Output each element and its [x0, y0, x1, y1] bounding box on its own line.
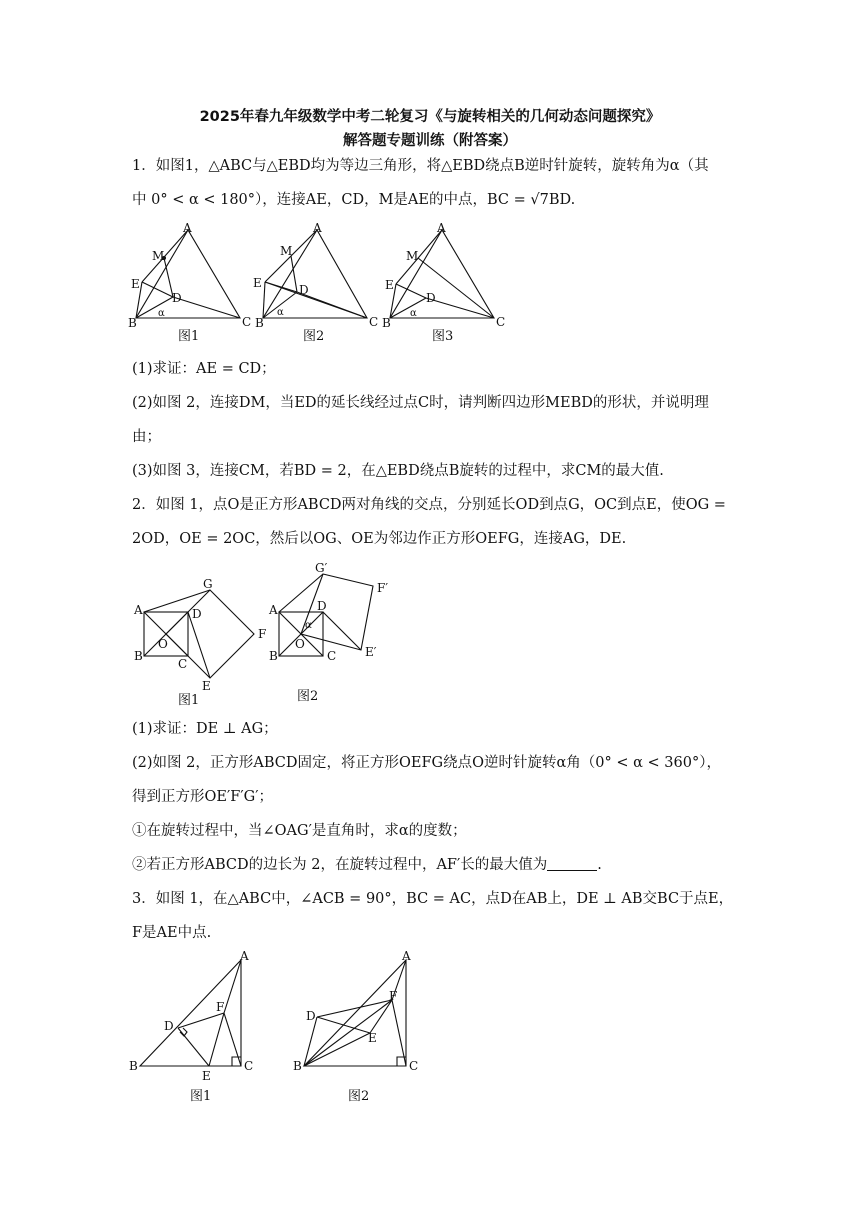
label-B: B — [134, 649, 143, 663]
q1-fig3-caption: 图3 — [432, 329, 454, 344]
label-F-prime: F′ — [377, 581, 389, 595]
label-A: A — [437, 221, 446, 235]
label-M: M — [280, 244, 293, 258]
q2-figure1 — [130, 576, 270, 711]
label-E: E — [202, 1069, 211, 1083]
q1-stem-line2: 中 0° < α < 180°），连接AE，CD，M是AE的中点，BC = √7BD. — [132, 192, 576, 208]
q3-fig2-caption: 图2 — [348, 1089, 370, 1104]
doc-title-line2: 解答题专题训练（附答案） — [343, 133, 517, 149]
label-C: C — [242, 315, 252, 329]
label-B: B — [128, 316, 137, 330]
label-D: D — [426, 291, 436, 305]
label-F: F — [216, 1000, 225, 1014]
q2-part2-line2: 得到正方形OE′F′G′； — [132, 789, 273, 805]
triangle-abc — [140, 960, 241, 1066]
q1-stem-line1: 1．如图1，△ABC与△EBD均为等边三角形，将△EBD绕点B逆时针旋转，旋转角为α（其 — [132, 158, 709, 174]
q1-part1: (1)求证：AE = CD； — [132, 361, 276, 377]
label-alpha: α — [158, 308, 165, 319]
label-C: C — [327, 649, 337, 663]
q1-figure3 — [382, 222, 507, 347]
triangle-abc — [263, 230, 367, 318]
label-G-prime: G′ — [315, 561, 328, 575]
label-B: B — [269, 649, 278, 663]
q2-stem-line2: 2OD，OE = 2OC，然后以OG、OE为邻边作正方形OEFG，连接AG，DE. — [132, 531, 627, 547]
label-C: C — [409, 1059, 419, 1073]
label-M: M — [406, 249, 419, 263]
answer-blank — [547, 856, 597, 871]
label-alpha: α — [277, 307, 284, 318]
label-B: B — [382, 316, 391, 330]
q3-stem-line2: F是AE中点. — [132, 925, 212, 941]
label-D: D — [172, 291, 182, 305]
q1-part3: (3)如图 3，连接CM，若BD = 2，在△EBD绕点B旋转的过程中，求CM的最大值. — [132, 463, 664, 479]
q1-fig2-caption: 图2 — [303, 329, 325, 344]
q2-sub2 — [132, 855, 730, 875]
label-C: C — [244, 1059, 254, 1073]
q1-part2-line1: (2)如图 2，连接DM，当ED的延长线经过点C时，请判断四边形MEBD的形状，并说明理 — [132, 395, 709, 411]
q3-figure1 — [128, 950, 268, 1108]
q3-fig1-caption: 图1 — [190, 1089, 212, 1104]
q1-part2-line2: 由； — [132, 429, 161, 445]
label-E: E — [368, 1031, 377, 1045]
label-C: C — [496, 315, 506, 329]
q2-part2-line1: (2)如图 2，正方形ABCD固定，将正方形OEFG绕点O逆时针旋转α角（0° < α < 360°）， — [132, 755, 721, 771]
q2-fig2-caption: 图2 — [297, 689, 319, 704]
label-G: G — [203, 577, 213, 591]
triangle-abc — [304, 960, 406, 1066]
label-A: A — [269, 603, 278, 617]
triangle-abc — [136, 230, 240, 318]
label-O: O — [295, 637, 305, 651]
label-F: F — [389, 989, 398, 1003]
q1-fig1-caption: 图1 — [178, 329, 200, 344]
label-A: A — [313, 221, 322, 235]
q2-sub2-end: . — [597, 857, 602, 873]
label-A: A — [183, 221, 192, 235]
label-B: B — [293, 1059, 302, 1073]
label-E: E — [385, 278, 394, 292]
q3-stem-line1: 3．如图 1，在△ABC中，∠ACB = 90°，BC = AC，点D在AB上，DE ⊥ AB交BC于点E， — [132, 891, 734, 907]
q1-figure1 — [128, 221, 252, 347]
label-D: D — [299, 283, 309, 297]
label-alpha: α — [410, 308, 417, 319]
triangle-abc — [390, 230, 494, 318]
label-E: E — [253, 276, 262, 290]
label-C: C — [369, 315, 379, 329]
label-F: F — [258, 627, 267, 641]
label-A: A — [402, 949, 411, 963]
label-A: A — [134, 603, 143, 617]
q2-sub1: ①在旋转过程中，当∠OAG′是直角时，求α的度数； — [132, 823, 467, 839]
label-E-prime: E′ — [365, 645, 377, 659]
label-B: B — [129, 1059, 138, 1073]
label-E: E — [202, 679, 211, 693]
label-D: D — [306, 1009, 316, 1023]
label-M: M — [152, 249, 165, 263]
q1-figure2 — [255, 222, 380, 347]
label-alpha: α — [305, 620, 312, 631]
q2-sub2-text: ②若正方形ABCD的边长为 2，在旋转过程中，AF′长的最大值为 — [132, 857, 548, 873]
label-A: A — [240, 949, 249, 963]
q2-figure2 — [265, 560, 405, 705]
q2-fig1-caption: 图1 — [178, 693, 200, 708]
q2-stem-line1: 2．如图 1，点O是正方形ABCD两对角线的交点，分别延长OD到点G，OC到点E，使OG = — [132, 497, 726, 513]
label-D: D — [164, 1019, 174, 1033]
label-O: O — [158, 637, 168, 651]
label-D: D — [317, 599, 327, 613]
label-E: E — [131, 277, 140, 291]
label-D: D — [192, 607, 202, 621]
label-B: B — [255, 316, 264, 330]
label-C: C — [178, 657, 188, 671]
q2-part1: (1)求证：DE ⊥ AG； — [132, 721, 278, 737]
q3-figure2 — [292, 950, 432, 1108]
doc-title-line1: 2025年春九年级数学中考二轮复习《与旋转相关的几何动态问题探究》 — [199, 109, 661, 125]
